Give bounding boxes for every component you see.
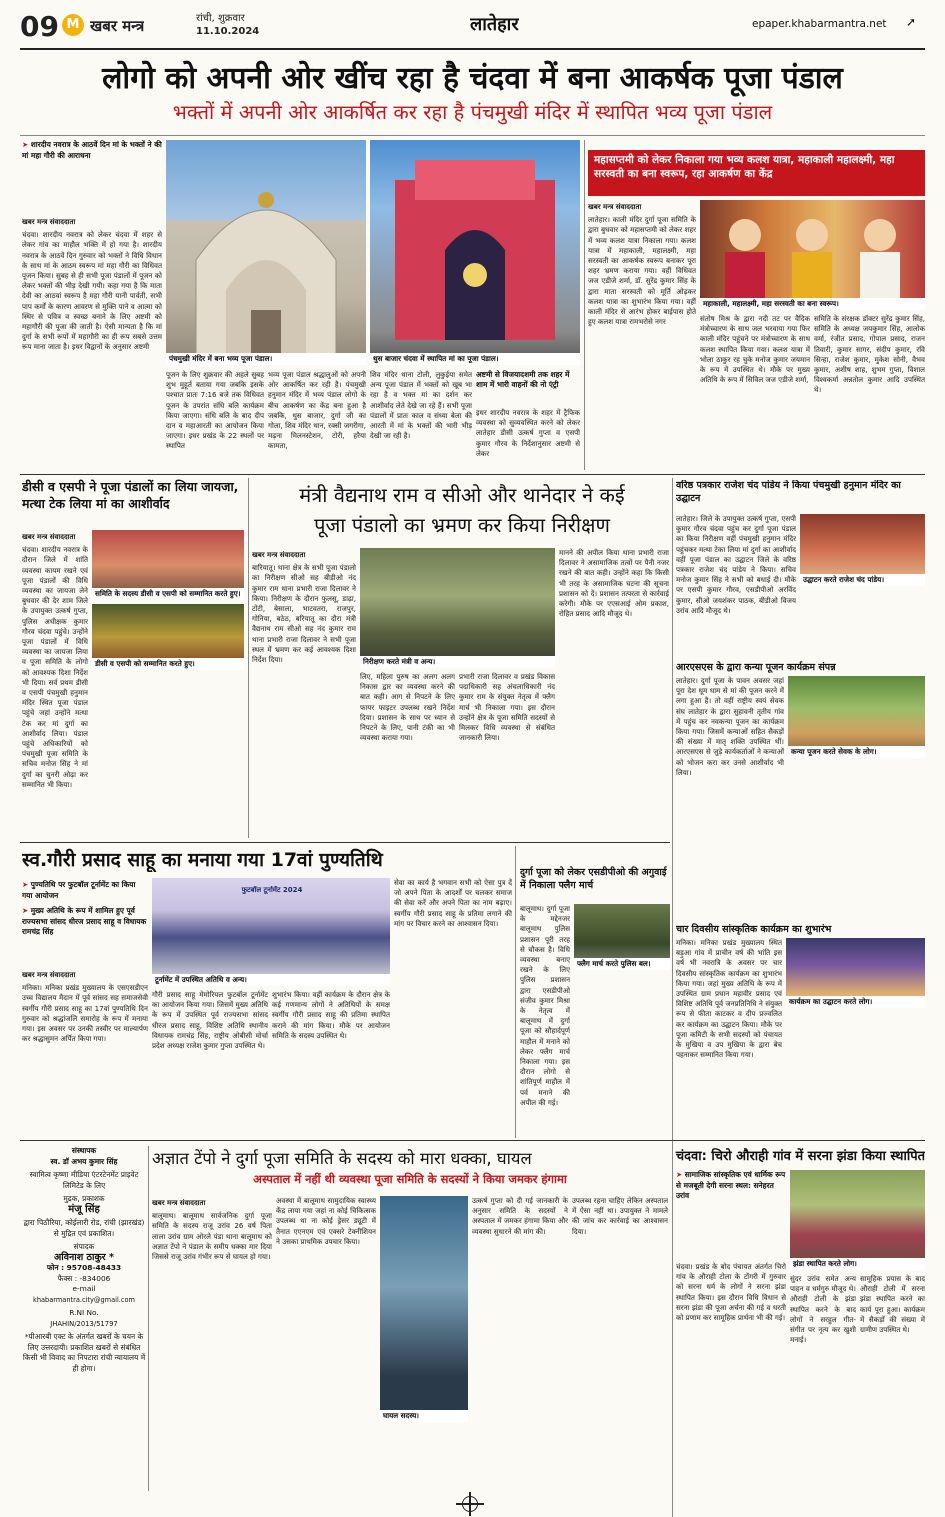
gauri-column-2: गौरी प्रसाद साहू मेमोरियल फुटबॉल टूर्नामेंट का आयोजन किया गया। जिसमें मुख्य अतिथि के रूप में उपस्थित पूर्व राज्यसभा सांसद धीरज प्रसाद साहू, विशिष्ट अतिथि स्थानीय विधायक रामचंद्र सिंह, राष्ट्रीय ओबीसी मोर्चा प्रदेश अध्यक्ष राजेश कुमार गुप्ता उपस्थित थे। xyxy=(152,990,268,1051)
pointer-arrow-icon: ➤ xyxy=(676,1170,685,1179)
email[interactable]: khabarmantra.city@gmail.com xyxy=(33,1295,135,1304)
minister-column-3: प्रभारी राजा दिलावर व प्रखंड विकास पदाधिकारी सह अंचलाधिकारी नंद कुमार राम के संयुक्त नेतृत्व में फ्लैग मार्च भी निकाला गया। इस दौरान उन्होंने क्षेत्र के पूजा समिति सदस्यों से मिलकर विधि व्यवस्था से संबंधित जानकारी लिया। xyxy=(459,672,555,743)
phone: फोन : 95708-48433 xyxy=(46,1263,122,1272)
flag-text: बालूमाथ। दुर्गा पूजा के मद्देनजर बालूमाथ पुलिस प्रशासन पूरी तरह से चौकस है। विधि व्यवस्था बनाए रखने के लिए पुलिस प्रशासन द्वारा एसडीपीओ संजीव कुमार मिश्रा के नेतृत्व में बालूमाथ में दुर्गा पूजा को सौहार्दपूर्ण माहौल में मनाने को लेकर फ्लैग मार्च निकाला गया। इस दौरान लोगो से शांतिपूर्ण माहौल में पर्व मनाने की अपील की गई। xyxy=(520,904,570,1107)
inspection-photo xyxy=(360,548,555,668)
kanya-photo xyxy=(788,676,925,758)
column-rule xyxy=(148,1146,149,1491)
lead-column-3: भव्य पूजा पंडाल श्रद्धालुओं को अपनी ओर आकर्षित कर रही है। पंचमुखी हनुमान मंदिर में भव्य पंडाल लोगो के बीच आकर्षण का केंद्र बना हुआ है जबकि, थुस बाजार, दुर्गा जी का गोला, शिव मंदिर थान, रक्सी जगरीगा, मढ़ना मिलनस्टेशन, टोरी, हरैया कामता, xyxy=(268,370,366,451)
flag-headline: दुर्गा पूजा को लेकर एसडीपीओ की अगुवाई में निकाला फ्लैग मार्च xyxy=(520,867,667,891)
gauri-column-1: खबर मन्त्र संवाददाता मनिका। मनिका प्रखंड मुख्यालय के एसएसडीएन उच्च विद्यालय मैदान में पूर्व सांसद सह समाजसेवी स्वर्गीय गौरी प्रसाद साहू का 17वां पुण्यतिथि दिन गुरुवार को श्रद्धांजलि समारोह के रूप में मनाया गया। इस अवसर पर उनकी तस्वीर पर माल्यार्पण कर श्रद्धासुमन अर्पित किया गया। xyxy=(22,971,148,1044)
gauri-headline: स्व.गौरी प्रसाद साहू का मनाया गया 17वां पुण्यतिथि xyxy=(22,849,383,871)
lead-column-5: इधर शारदीय नवरात्र के शहर में ट्रैफिक व्यवस्था को सुव्यवस्थित करने को लेकर लातेहार डीसी उत्कर्ष गुप्ता व एसपी कुमार गौरव के निर्देशानुसार अष्टमी से लेकर xyxy=(476,408,580,458)
photo-caption: कन्या पूजन करते सेवक के लोग। xyxy=(788,746,925,758)
gauri-event-photo xyxy=(152,878,390,986)
lead-column-1: खबर मन्त्र संवाददाता चंदवा। शारदीय नवरात्र को लेकर चंदवा में शहर से लेकर गांव का माहौल भक्ति में हो गया है। शारदीय नवरात्र के आठवें दिन गुरुवार को भक्तों ने विधि विधान के साथ मां के आठम स्वरूप मां महा गौरी का विधिवत पूजन किया। सुबह से ही सभी पूजा पंडालों में पूजन को लेकर भक्तों की भीड़ देखी गयी। कहा गया है कि माता देवी का आठवां स्वरूप है महा गौरी यानी पार्वती, सभी पाप कर्मों के कारण आवरण से मुक्ति पाने व आत्मा को स्थिर से पवित्र व स्वच्छ बनाने के लिए अष्टमी को महागौरी की पूजा की जाती है। ऐसी मान्यता है कि मां दुर्गा के सभी रूपों में महागौरी का ही रूप सबसे उत्तम रूप माना जाता है। इधर विद्वानों के अनुसार अष्टमी xyxy=(22,218,162,352)
editor-label: संपादक xyxy=(73,1242,95,1251)
tempo-subhead: अस्पताल में नहीं थी व्यवस्था पूजा समिति के सदस्यों ने किया जमकर हंगामा xyxy=(253,1172,567,1186)
gauri-column-3: शुभारंभ किया। वहीं कार्यक्रम के दौरान क्षेत्र के कई गणमान्य लोगों ने अतिथियों के समक्ष स्वर्गीय गौरी प्रसाद साहू की प्रतिमा स्थापित कराने की मांग किया। मौके पर आयोजन समिति के सदस्य उपस्थित थे। xyxy=(272,990,390,1040)
dcsp-photo-2 xyxy=(92,604,244,670)
photo-caption: निरीक्षण करते मंत्री व अन्य। xyxy=(360,656,555,668)
minister-column-4: मानने की अपील किया थाना प्रभारी राजा दिलावर ने असामाजिक तत्वों पर पैनी नजर रखने की बात कही। उन्होंने कहा कि किसी भी तरह के असामाजिक घटना की सूचना प्रशासन को दें। प्रशासन तत्परता से कार्रवाई करेगी। मौके पर एएसआई ओम प्रकाश, रोहित प्रसाद आदि मौजूद थे। xyxy=(559,548,669,619)
editor: अविनाश ठाकुर * xyxy=(54,1251,114,1263)
sarna-headline: चंदवा: चिरो औराही गांव में सरना झंडा किया स्थापित xyxy=(675,1149,925,1164)
column-rule xyxy=(584,140,585,470)
tempo-column-3: उत्कर्ष गुप्ता को दी गई जानकारी के अनुसार समिति के सदस्यों ने अस्पताल में जमकर हंगामा किया और व्यवस्था सुधारने की मांग की। xyxy=(472,1196,568,1236)
cultural-photo xyxy=(786,938,925,1008)
goddess-figures-graphic xyxy=(700,200,925,310)
city-day: रांची, शुक्रवार xyxy=(196,13,245,24)
lead-column-4: शिव मंदिर थाना टोली, लुकुईया समेत अन्य पूजा पंडाल में भक्तों को खूब भा रहा है व भक्त मां का दर्शन कर आशीर्वाद लेते देखे जा रहे हैं। सभी पूजा पंडालों में प्रातः काल व संध्या बेला की आरती में मां के भक्तों की भारी भीड़ देखी जा रही है। xyxy=(370,370,472,441)
minister-column-1: खबर मन्त्र संवाददाता बारियातू। थाना क्षेत्र के सभी पूजा पंडालो का निरीक्षण सीओ सह बीडीओ नंद कुमार राम थाना प्रभारी राजा दिलावर ने किया। निरीक्षण के दौरान फुलसू, डाढ़ा, टोंटी, बेसाला, भाटवतरा, राजपुर, गोनिया, बठेठ, बरियातू का दौरा मंत्री वैद्यनाथ राम सीओ सह नंद कुमार राम थाना प्रभारी राजा दिलावर ने सभी पूजा स्थल में भ्रमण कर कई आवश्यक दिशा निर्देश दिया। xyxy=(252,551,356,665)
rni-label: R.NI No. xyxy=(69,1308,99,1317)
tempo-headline: अज्ञात टेंपो ने दुर्गा पूजा समिति के सदस्य को मारा धक्का, घायल xyxy=(152,1149,532,1168)
dcsp-photo-1 xyxy=(92,530,244,600)
lead-column-2: पूजन के लिए शुक्रवार की अहले सुबह शुभ मुहूर्त बताया गया जबकि इसके पश्चात प्रातः 7:16 बजे तक विधिवत पूजन के उपरांत संधि बलि कार्यक्रम किया जाएगा। संधि बलि के बाद दीप दान व महाआरती का आयोजन किया जाएगा। इधर प्रखंड के 22 स्थलों पर स्थापित xyxy=(166,370,264,451)
photo-caption: झंडा स्थापित करते लोग। xyxy=(790,1258,925,1270)
pointer-arrow-icon: ➤ xyxy=(22,906,31,915)
lead-rule xyxy=(20,135,925,136)
press: द्वारा पिठौरिया, कोईलारी रोड, रांची (झारखंड) से मुद्रित एवं प्रकाशित। xyxy=(23,1218,145,1238)
photo-caption: पंचमुखी मंदिर में बना भव्य पूजा पंडाल। xyxy=(166,353,366,365)
lead-subhead: भक्तों में अपनी ओर आकर्षित कर रहा है पंचमुखी मंदिर में स्थापित भव्य पूजा पंडाल xyxy=(172,100,773,124)
dcsp-headline: डीसी व एसपी ने पूजा पंडालों का लिया जायजा, मत्था टेक लिया मां का आशीर्वाद xyxy=(22,479,239,511)
sarna-pointer: ➤ सामाजिक सांस्कृतिक एवं धार्मिक रूप से मजबूती देगी सरना स्थल: सनेहरत उरांव xyxy=(676,1170,786,1200)
sarna-column-1: चंदवा। प्रखंड के बोद पंचायत अंतर्गत चिरो गांव के औराही टोला के टोंगरी में गुरुवार को सरना धर्म के लोगों ने सरना झंडा स्थापित किया। इस दौरान विधि विधान से सरना झंडा की पूजा अर्चना की गई व धरती को प्रणाम कर सामूहिक प्रार्थना भी की गई। xyxy=(676,1262,786,1323)
legal-note: *पीआरबी एक्ट के अंतर्गत खबरों के चयन के लिए उत्तरदायी। प्रकाशित खबरों से संबंधित किसी भी विवाद का निपटारा रांची न्यायालय में ही होगा। xyxy=(22,1332,146,1373)
founder: स्व. डॉ अभय कुमार सिंह xyxy=(50,1156,118,1166)
section-rule xyxy=(20,1140,925,1141)
gauri-pointers: ➤ पुण्यतिथि पर फुटबॉल टूर्नामेंट का किया गया आयोजन ➤ मुख्य अतिथि के रूप में शामिल हुए पूर्व राज्यसभा सांसद धीरज प्रसाद साहू व विधायक रामचंद्र सिंह xyxy=(22,880,147,936)
section-title: लातेहार xyxy=(470,14,519,35)
no-entry-pullquote: अष्टमी से विजयादशमी तक शहर में शाम में भारी वाहनों की नो एंट्री xyxy=(476,370,570,389)
injured-member-photo xyxy=(380,1196,468,1422)
temple-pandal-photo xyxy=(166,140,366,365)
minister-column-2: लिए, महिला पुरुष का अलग अलग निकास द्वार का व्यवस्था करने की बात कही। आग से निपटने के लिए फायर फाइटर उपलब्ध रखने निर्देश दिया। प्रशासन के साथ पर ध्यान से निपटने के लिए, पानी टंकी का भी व्यवस्था कराया गया। xyxy=(360,672,455,743)
photo-caption: फ्लैग मार्च करते पुलिस बल। xyxy=(574,958,670,970)
dcsp-column: खबर मन्त्र संवाददाता चंदवा। शारदीय नवरात्र के दौरान जिले में शांति व्यवस्था कायम रखने एवं पूजा पंडालों की विधि व्यवस्था का जायजा लेने बुधवार की देर शाम जिले के उपायुक्त उत्कर्ष गुप्ता, पुलिस अधीक्षक कुमार गौरव चंदवा पहुंचे। उन्होंने पूजा पंडालों में विधि व्यवस्था का जायजा लिया व पूजा समिति के लोगो को आवश्यक दिशा निर्देश भी दिया। सर्व प्रथम डीसी व एसपी पंचमुखी हनुमान मंदिर स्थित पूजा पंडाल पहुंचे जहां उन्होंने मत्था टेक कर मां दुर्गा का आशीर्वाद लिया। पंडाल पहुंचे अधिकारियों को पंचमुखी पूजा समिति के सचिव मनोज सिंह ने मां दुर्गा का चुनरी ओढ़ा कर सम्मानित भी किया। xyxy=(22,533,88,789)
column-rule xyxy=(248,478,249,838)
photo-caption: टूर्नामेंट में उपस्थित अतिथि व अन्य। xyxy=(152,974,390,986)
tempo-column-2: अवस्था में बालूमाथ सामुदायिक स्वास्थ्य केंद्र लाया गया जहां ना कोई चिकित्सक उपलब्ध था ना कोई ड्रेसर ड्यूटी में तैनात एएनएम एवं एक्सरे टेक्नीशियन ने उसका प्राथमिक उपचार किया। xyxy=(276,1196,376,1246)
flag-march-photo xyxy=(574,904,670,970)
tempo-column-1: खबर मन्त्र संवाददाता बालूमाथ। बालूमाथ सार्वजनिक दुर्गा पूजा समिति के सदस्य राजू उरांव 26 वर्ष पिता लाला उरांव ग्राम ओरले पंडा थाना बालूमाथ को अज्ञात टेंपो ने पंडाल के समीप धक्का मार दिया जिससे राजू उरांव गंभीर रूप से घायल हो गया। xyxy=(152,1199,272,1262)
photo-caption: थुस बाजार चंदवा में स्थापित मां का पूजा पंडाल। xyxy=(370,353,580,365)
masthead-rule xyxy=(20,48,925,50)
owner: स्वामित्व कृष्णा मीडिया एंटरटेनमेंट प्राइवेट लिमिटेड के लिए xyxy=(29,1170,139,1190)
kalash-column-1: खबर मन्त्र संवाददाता लातेहार। काली मंदिर दुर्गा पूजा समिति के द्वारा बुधवार को महासप्तमी को लेकर शहर में भव्य कलश यात्रा निकाला गया। कलश यात्रा में महाकाली, महालक्ष्मी, महा सरस्वती का आकर्षक स्वरूप बनाकर पूरा शहर भ्रमण कराया गया। वहीं विधिवत जज एडीजे शर्मा, डॉ. सुरेंद्र कुमार सिंह के द्वारा माता सरस्वती को मूर्ति ओढ़कर कलश यात्रा का शुभारंभ किया गया। वहीं काली मंदिर से आरंभ होकर बाईपास होते हुए कलश यात्रा रामभरोसे नगर xyxy=(588,203,696,327)
canvas-photo xyxy=(800,514,925,586)
canvas-headline: वरिष्ठ पत्रकार राजेश चंद पांडेय ने किया पंचमुखी हनुमान मंदिर का उद्घाटन xyxy=(676,480,901,504)
email-label: e-mail xyxy=(72,1284,96,1293)
temple-dome-graphic xyxy=(166,140,366,365)
thus-bazar-pandal-photo xyxy=(370,140,580,365)
photo-caption: समिति के सदस्य डीसी व एसपी को सम्मानित करते हुए। xyxy=(92,588,244,600)
brand-name: खबर मन्त्र xyxy=(90,17,145,35)
page-number: 09 xyxy=(20,10,59,43)
cursor-icon: ➚ xyxy=(906,15,917,29)
cultural-headline: चार दिवसीय सांस्कृतिक कार्यक्रम का शुभारंभ xyxy=(676,924,832,935)
column-rule xyxy=(672,478,673,1517)
section-rule xyxy=(20,474,925,475)
pointer-arrow-icon: ➤ xyxy=(22,140,31,149)
kanya-text: लातेहार। दुर्गा पूजा के पावन अवसर जहां पूरा देश धूम धाम से मां की पूजन करने में लगा हुआ है। तो वहीं राष्ट्रीय स्वयं सेवक संघ लातेहार के द्वारा सुहावनी तृतीय गांव में पहुंच कर नवकन्या पूजन का कार्यक्रम किया गया। जिसमें कन्याओं सहित सैकड़ों की संख्या में मातृ शक्ति उपस्थित थीं। आरएसएस से जुड़े कार्यकर्ताओं ने कन्याओं को भोजन करा कर उनसे आशीर्वाद भी लिया। xyxy=(676,676,784,777)
sarna-column-2: सुंदर उरांव समेत अन्य पाहन व धर्मगुरु मौजूद थे। औराही टोली के झंडा स्थापित करने के बाद लोगों ने सरहुल गीत-संगीत पर नृत्य कर खुशी मनाई। xyxy=(790,1274,856,1345)
tempo-column-4: उपलब्ध रहना चाहिए लेकिन अस्पताल में ऐसा नहीं था। उपायुक्त ने मामले की जांच कर कार्रवाई का आश्वासन दिया। xyxy=(572,1196,668,1236)
goddess-tableau-photo xyxy=(700,200,925,310)
minister-headline-2: पूजा पंडालो का भ्रमण कर किया निरीक्षण xyxy=(314,513,610,537)
lead-pointer: ➤ शारदीय नवरात्र के आठवें दिन मां के भक्तों ने की मां महा गौरी की आराधना xyxy=(22,140,162,160)
imprint-box xyxy=(22,1146,146,1491)
photo-caption: महाकाली, महालक्ष्मी, महा सरस्वती का बना स्वरूप। xyxy=(700,298,925,310)
brand-logo-icon: M xyxy=(62,14,84,36)
column-rule xyxy=(515,846,516,1138)
section-rule xyxy=(20,842,670,843)
kanya-headline: आरएसएस के द्वारा कन्या पूजन कार्यक्रम संपन्न xyxy=(676,662,836,673)
lead-headline: लोगो को अपनी ओर खींच रहा है चंदवा में बना आकर्षक पूजा पंडाल xyxy=(102,61,843,96)
website[interactable]: epaper.khabarmantra.net xyxy=(752,18,887,30)
issue-date: 11.10.2024 xyxy=(196,26,260,37)
photo-caption: घायल सदस्य। xyxy=(380,1410,468,1422)
kalash-headline: महासप्तमी को लेकर निकाला गया भव्य कलश यात्रा, महाकाली महालक्ष्मी, महा सरस्वती का बना स्वरूप, रहा आकर्षण का केंद्र xyxy=(594,154,895,180)
printer-label: मुद्रक, प्रकाशक xyxy=(63,1194,105,1203)
masthead xyxy=(0,0,945,48)
cultural-text: मनिका। मनिका प्रखंड मुख्यालय स्थित बड़ुआ गांव में प्राचीन वर्ष की भांति इस वर्ष भी नवरात्रि के अवसर पर चार दिवसीय सांस्कृतिक कार्यक्रम का शुभारंभ किया गया। जहां मुख्य अतिथि के रूप में उपस्थित ग्राम प्रधान महावीर प्रसाद एवं विशिष्ट अतिथि पूर्व जनप्रतिनिधि ने संयुक्त रूप से फीता काटकर व दीप प्रज्वलित कर कार्यक्रम का उद्घाटन किया। मौके पर पूजा कमिटी के सभी सदस्यों को पंचायत के मुखिया व उप मुखिया के द्वारा बेच पहनाकर सम्मानित किया गया। xyxy=(676,938,782,1060)
kalash-column-3: समिति के संरक्षक डॉक्टर सुरेंद्र कुमार सिंह, समिति के अध्यक्ष जयकुमार सिंह, आलोक वर्मा, रंजीत प्रसाद, गोपाल प्रसाद, राजन तिवारी, कुमार सागर, संदीप कुमार, रवि सिन्हा, राजेश कुमार, मुकेश सोनी, वैभव कुमार, अशीष शाह, शुभम गुप्ता, विशाल विश्वकर्मा अन्नतोल कुमार आदि उपस्थित थे। xyxy=(814,314,925,395)
canvas-text: लातेहार। जिले के उपायुक्त उत्कर्ष गुप्ता, एसपी कुमार गौरव चंदवा पहुंच कर दुर्गा पूजा पंडाल का किया निरीक्षण वहीं पंचमुखी हनुमान मंदिर पहुंचकर मत्था टेका लिया मां दुर्गा का आशीर्वाद वहीं पूजा पंडाल का उद्घाटन जिले के वरिष्ठ पत्रकार राजेश चंद पांडेय ने किया। सचिव मनोज कुमार सिंह ने सभी को बधाई दी। मौके पर एसपी कुमार गौरव, एसडीपीओ अरविंद कुमार, सीओ जयशंकर पाठक, बीडीओ विजय उरांव आदि मौजूद थे। xyxy=(676,514,796,615)
tournament-banner: फुटबॉल टूर्नामेंट 2024 xyxy=(241,886,303,894)
photo-caption: डीसी व एसपी को सम्मानित करते हुए। xyxy=(92,658,244,670)
photo-caption: उद्घाटन करते राजेश चंद पांडेय। xyxy=(800,574,925,586)
fax: फैक्स : -834006 xyxy=(57,1273,111,1283)
minister-headline-1: मंत्री वैद्यनाथ राम व सीओ और थानेदार ने कई xyxy=(299,483,625,507)
imprint-title: संस्थापक xyxy=(71,1146,97,1155)
photo-caption: कार्यक्रम का उद्घाटन करते लोग। xyxy=(786,996,925,1008)
pandal-gate-graphic xyxy=(370,140,580,365)
sarna-column-3: सामूहिक प्रयास के बाद औराही टोली में सरना झंडा स्थापित करने का कार्य पूरा हुआ। कार्यक्रम में सैकड़ों की संख्या में ग्रामीण उपस्थित थे। xyxy=(860,1274,925,1335)
printer: मंजू सिंह xyxy=(68,1203,100,1215)
kalash-column-2: संतोष मिश्र के द्वारा नदी तट पर वैदिक मंत्रोच्चारण के साथ जल भरवाया गया फिर काली मंदिर पहुंचने पर मंत्रोच्चारण के साथ कलश स्थापित किया गया। कलश यात्रा में भोला ठाकुर रह चुके मनोज कुमार जयमान के रूप में उपस्थित थे। मौके पर मुख्य अतिथि के रूप में सिविल जज एडीजे शर्मा, xyxy=(700,314,810,385)
rni: JHAHIN/2013/51797 xyxy=(50,1319,118,1328)
pointer-arrow-icon: ➤ xyxy=(22,880,31,889)
registration-crosshair-v xyxy=(469,1492,471,1516)
sarna-flag-photo xyxy=(790,1170,925,1270)
gauri-column-4: सेवा का कार्य है भगवान सभी को ऐसा पुत्र दें जो अपने पिता के आदर्शों पर चलकर समाज की सेवा करें और अपने पिता का नाम बढ़ाए। स्वर्गीय गौरी प्रसाद साहू के प्रतिमा लगाने की मांग पर विचार करने का आश्वासन दिया। xyxy=(394,878,512,928)
kalash-headline-bar xyxy=(588,150,925,196)
